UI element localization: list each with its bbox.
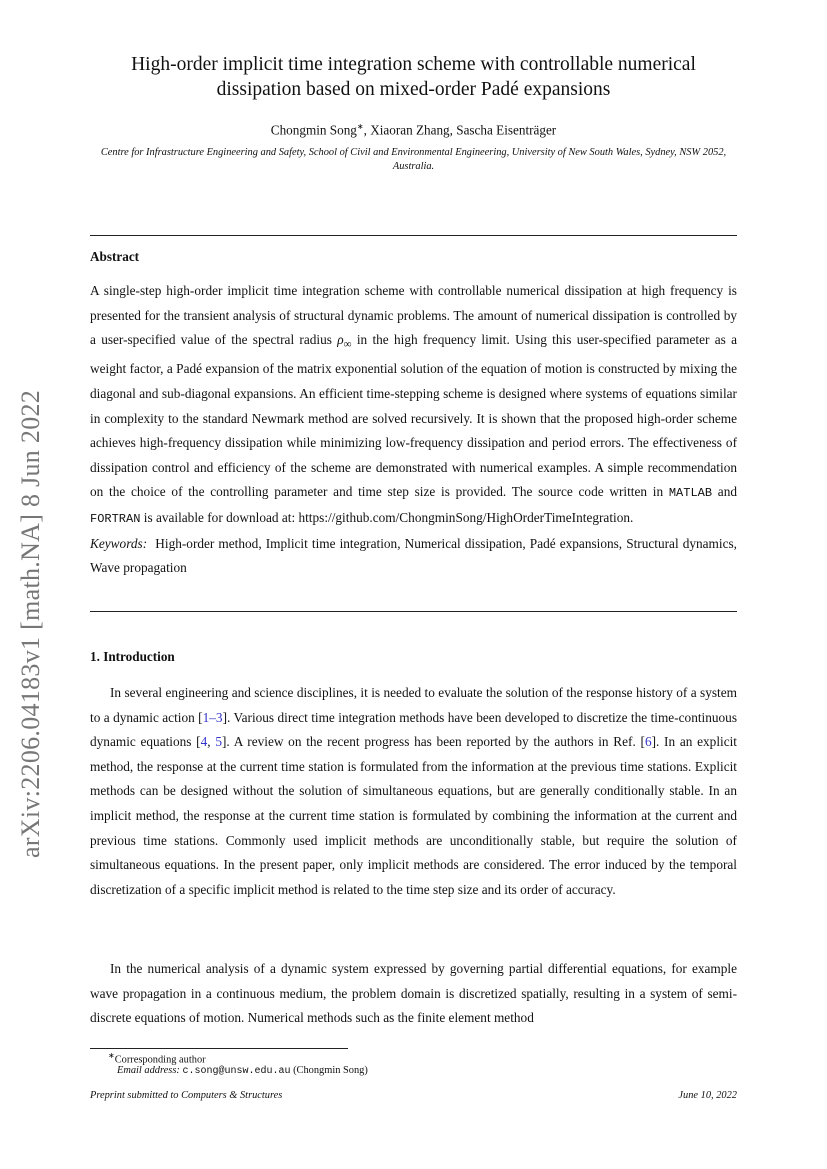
title-line-2: dissipation based on mixed-order Padé expansions (216, 79, 611, 100)
footnote-mark: ∗ (108, 1051, 115, 1060)
email-owner: (Chongmin Song) (290, 1065, 368, 1076)
abstract-text-2: in the high frequency limit. Using this user-specified parameter as a weight factor, a Padé expansion of the matrix exponential solution of the equation of motion is constructed by mixing the diagonal and sub-diagonal expansions. An efficient time-stepping scheme is designed where systems of equations similar in complexity to the standard Newmark method are solved recursively. It is shown that the proposed high-order scheme achieves high-frequency dissipation while minimizing low-frequency dissipation and period errors. The effectiveness of dissipation control and efficiency of the scheme are demonstrated with numerical examples. A simple recommendation on the choice of the controlling parameter and time step size is provided. The source code written in (90, 332, 738, 500)
citation-5[interactable]: 5 (215, 734, 222, 750)
author-list (90, 122, 737, 138)
footnote-rule (90, 1048, 348, 1049)
footnote-corresponding-text: Corresponding author (114, 1054, 206, 1066)
matlab-label: MATLAB (668, 486, 713, 501)
intro-paragraph-1 (90, 681, 737, 902)
title-line-1: High-order implicit time integration scheme with controllable numerical (131, 54, 696, 75)
intro-p1-a: In several engineering and science disciplines, it is needed to evaluate the solution of the response history of a system to a dynamic action [ (90, 685, 737, 725)
paper-title (90, 52, 737, 102)
citation-6[interactable]: 6 (644, 734, 652, 750)
keywords-label: Keywords: (90, 535, 148, 551)
intro-p1-sep: , (207, 734, 216, 750)
citation-4[interactable]: 4 (200, 734, 208, 750)
footnote-corresponding (108, 1051, 206, 1065)
keywords: High-order method, Implicit time integration, Numerical dissipation, Padé expansions, Structural dynamics, Wave propagation (90, 535, 737, 576)
rho-symbol: ρ (337, 332, 344, 348)
author-song: Chongmin Song (270, 122, 357, 138)
abstract-and: and (712, 484, 737, 500)
affiliation: Centre for Infrastructure Engineering and Safety, School of Civil and Environmental Engineering, University of New South Wales, Sydney, NSW 2052, Australia. (100, 147, 727, 172)
intro-heading: 1. Introduction (90, 649, 175, 664)
author-others: , Xiaoran Zhang, Sascha Eisenträger (363, 122, 557, 138)
intro-p1-b: ]. Various direct time integration methods have been developed to discretize the time-continuous dynamic equations [ (90, 709, 737, 750)
footer-left: Preprint submitted to Computers & Structures (90, 1090, 283, 1101)
abstract-text-3: is available for download at: https://github.com/ChongminSong/HighOrderTimeIntegration. (140, 510, 634, 525)
arxiv-side-label: arXiv:2206.04183v1 [math.NA] 8 Jun 2022 (16, 389, 45, 858)
footer-date: June 10, 2022 (678, 1090, 737, 1101)
intro-p1-d: ]. In an explicit method, the response at the current time station is formulated from the information at the previous time stations. Explicit methods can be designed without the solution of simultaneous equations, but are generally conditionally stable. In an implicit method, the response at the current time station is formulated by combining the information at the current and previous time stations. Commonly used implicit methods are unconditionally stable, but require the solution of simultaneous equations. In the present paper, only implicit methods are considered. The error induced by the temporal discretization of a specific implicit method is related to the time step size and its order of accuracy. (90, 734, 737, 897)
intro-paragraph-2: In the numerical analysis of a dynamic system expressed by governing partial differential equations, for example wave propagation in a continuous medium, the problem domain is discretized spatially, resulting in a system of semi-discrete equations of motion. Numerical methods such as the finite element method (90, 961, 737, 1026)
abstract-text-1: A single-step high-order implicit time integration scheme with controllable numerical dissipation at high frequency is presented for the transient analysis of structural dynamic problems. The amount of numerical dissipation is controlled by a user-specified value of the spectral radius (90, 283, 737, 348)
abstract-text (90, 279, 737, 581)
author-mark: ∗ (356, 122, 364, 131)
fortran-label: FORTRAN (90, 512, 141, 526)
intro-p1-c: ]. A review on the recent progress has been reported by the authors in Ref. [ (221, 734, 645, 750)
abstract-top-rule (90, 235, 737, 236)
email-address[interactable]: c.song@unsw.edu.au (182, 1066, 291, 1077)
email-label: Email address: (117, 1065, 180, 1076)
citation-1-3[interactable]: 1–3 (202, 709, 223, 725)
footnote-email (117, 1065, 368, 1077)
rho-subscript: ∞ (343, 338, 352, 351)
abstract-heading: Abstract (90, 249, 140, 264)
abstract-bottom-rule (90, 611, 737, 612)
